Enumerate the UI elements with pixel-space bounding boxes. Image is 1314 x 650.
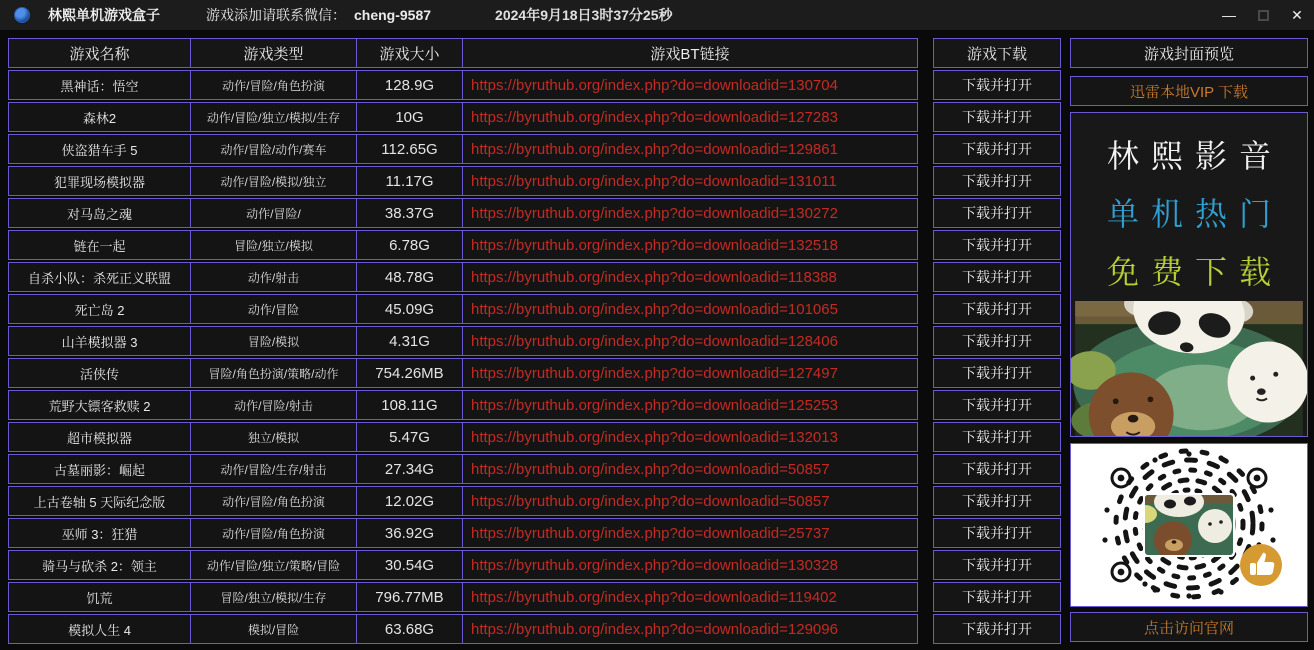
game-name: 模拟人生 4 [9, 615, 191, 643]
qr-code [1070, 443, 1308, 607]
game-size: 5.47G [357, 423, 463, 451]
game-bt-link[interactable]: https://byruthub.org/index.php?do=downloadid=132518 [471, 236, 838, 254]
game-name: 巫师 3：狂猎 [9, 519, 191, 547]
table-row [8, 326, 918, 356]
contact-info [206, 5, 431, 25]
game-size: 38.37G [357, 199, 463, 227]
game-bt-link[interactable]: https://byruthub.org/index.php?do=downloadid=128406 [471, 332, 838, 350]
table-row [8, 166, 918, 196]
download-open-button[interactable]: 下载并打开 [933, 518, 1061, 548]
game-name: 超市模拟器 [9, 423, 191, 451]
game-type: 动作/冒险/模拟/独立 [191, 167, 357, 195]
download-open-button[interactable]: 下载并打开 [933, 422, 1061, 452]
game-type: 冒险/独立/模拟 [191, 231, 357, 259]
table-row [8, 134, 918, 164]
game-type: 动作/冒险/角色扮演 [191, 71, 357, 99]
thunder-vip-download-button[interactable]: 迅雷本地VIP 下载 [1070, 76, 1308, 106]
download-open-button[interactable]: 下载并打开 [933, 134, 1061, 164]
table-row [8, 198, 918, 228]
table-row [8, 358, 918, 388]
game-name: 上古卷轴 5 天际纪念版 [9, 487, 191, 515]
table-row [8, 390, 918, 420]
qr-code-image [1071, 444, 1307, 606]
window-controls [1212, 0, 1314, 30]
game-size: 48.78G [357, 263, 463, 291]
cover-text-line: 单机热门 [1106, 196, 1283, 232]
game-cover-preview [1070, 112, 1308, 437]
game-size: 112.65G [357, 135, 463, 163]
game-type: 动作/冒险/角色扮演 [191, 487, 357, 515]
bears-cover-image [1071, 301, 1307, 436]
download-open-button[interactable]: 下载并打开 [933, 390, 1061, 420]
game-type: 动作/冒险/独立/模拟/生存 [191, 103, 357, 131]
download-open-button[interactable]: 下载并打开 [933, 614, 1061, 644]
close-button[interactable] [1280, 0, 1314, 30]
game-size: 12.02G [357, 487, 463, 515]
game-size: 108.11G [357, 391, 463, 419]
game-size: 796.77MB [357, 583, 463, 611]
game-type: 动作/射击 [191, 263, 357, 291]
official-site-button[interactable]: 点击访问官网 [1070, 612, 1308, 642]
game-name: 森林2 [9, 103, 191, 131]
game-bt-link[interactable]: https://byruthub.org/index.php?do=downloadid=132013 [471, 428, 838, 446]
column-header-game-type: 游戏类型 [191, 39, 357, 67]
download-open-button[interactable]: 下载并打开 [933, 70, 1061, 100]
game-size: 6.78G [357, 231, 463, 259]
game-bt-link[interactable]: https://byruthub.org/index.php?do=downloadid=125253 [471, 396, 838, 414]
cover-text-line: 免费下载 [1106, 254, 1283, 290]
game-name: 骑马与砍杀 2：领主 [9, 551, 191, 579]
game-type: 动作/冒险/角色扮演 [191, 519, 357, 547]
game-type: 动作/冒险 [191, 295, 357, 323]
game-name: 饥荒 [9, 583, 191, 611]
game-bt-link[interactable]: https://byruthub.org/index.php?do=downloadid=131011 [471, 172, 837, 190]
download-open-button[interactable]: 下载并打开 [933, 454, 1061, 484]
game-name: 死亡岛 2 [9, 295, 191, 323]
game-type: 动作/冒险/射击 [191, 391, 357, 419]
game-type: 独立/模拟 [191, 423, 357, 451]
table-row [8, 486, 918, 516]
game-name: 链在一起 [9, 231, 191, 259]
game-type: 冒险/模拟 [191, 327, 357, 355]
game-size: 30.54G [357, 551, 463, 579]
column-header-game-name: 游戏名称 [9, 39, 191, 67]
game-size: 4.31G [357, 327, 463, 355]
table-row [8, 294, 918, 324]
game-size: 27.34G [357, 455, 463, 483]
column-header-bt-link: 游戏BT链接 [650, 45, 730, 63]
download-open-button[interactable]: 下载并打开 [933, 230, 1061, 260]
game-size: 11.17G [357, 167, 463, 195]
maximize-icon [1258, 10, 1269, 21]
table-row [8, 518, 918, 548]
minimize-icon: — [1222, 7, 1236, 23]
game-bt-link[interactable]: https://byruthub.org/index.php?do=downloadid=101065 [471, 300, 838, 318]
game-table [8, 38, 918, 646]
game-bt-link[interactable]: https://byruthub.org/index.php?do=downloadid=50857 [471, 492, 830, 510]
contact-wechat-id: cheng-9587 [354, 7, 432, 23]
game-name: 活侠传 [9, 359, 191, 387]
table-row [8, 230, 918, 260]
game-size: 63.68G [357, 615, 463, 643]
app-title: 林熙单机游戏盒子 [48, 7, 160, 23]
preview-panel [1070, 38, 1308, 650]
column-header-game-size: 游戏大小 [357, 39, 463, 67]
game-size: 36.92G [357, 519, 463, 547]
table-row [8, 550, 918, 580]
download-open-button[interactable]: 下载并打开 [933, 358, 1061, 388]
minimize-button[interactable] [1212, 0, 1246, 30]
game-type: 冒险/角色扮演/策略/动作 [191, 359, 357, 387]
game-name: 黑神话：悟空 [9, 71, 191, 99]
table-row [8, 70, 918, 100]
game-name: 山羊模拟器 3 [9, 327, 191, 355]
game-type: 动作/冒险/生存/射击 [191, 455, 357, 483]
table-row [8, 102, 918, 132]
game-type: 动作/冒险/独立/策略/冒险 [191, 551, 357, 579]
game-name: 犯罪现场模拟器 [9, 167, 191, 195]
table-row [8, 422, 918, 452]
contact-label: 游戏添加请联系微信： [206, 7, 346, 23]
game-name: 古墓丽影：崛起 [9, 455, 191, 483]
datetime-text: 2024年9月18日3时37分25秒 [495, 7, 673, 23]
app-icon [14, 7, 30, 23]
game-type: 动作/冒险/动作/赛车 [191, 135, 357, 163]
game-bt-link[interactable]: https://byruthub.org/index.php?do=downloadid=127283 [471, 108, 838, 126]
preview-panel-header: 游戏封面预览 [1070, 38, 1308, 68]
game-bt-link[interactable]: https://byruthub.org/index.php?do=downloadid=129861 [471, 140, 838, 158]
download-column [933, 38, 1061, 646]
download-open-button[interactable]: 下载并打开 [933, 102, 1061, 132]
table-row [8, 614, 918, 644]
download-column-header: 游戏下载 [933, 38, 1061, 68]
game-type: 冒险/独立/模拟/生存 [191, 583, 357, 611]
table-row [8, 262, 918, 292]
download-open-button[interactable]: 下载并打开 [933, 550, 1061, 580]
game-bt-link[interactable]: https://byruthub.org/index.php?do=downloadid=50857 [471, 460, 830, 478]
game-bt-link[interactable]: https://byruthub.org/index.php?do=downloadid=118388 [471, 268, 837, 286]
game-size: 128.9G [357, 71, 463, 99]
download-open-button[interactable]: 下载并打开 [933, 294, 1061, 324]
game-type: 模拟/冒险 [191, 615, 357, 643]
game-size: 10G [357, 103, 463, 131]
game-bt-link[interactable]: https://byruthub.org/index.php?do=downloadid=130328 [471, 556, 838, 574]
game-name: 对马岛之魂 [9, 199, 191, 227]
download-open-button[interactable]: 下载并打开 [933, 198, 1061, 228]
download-open-button[interactable]: 下载并打开 [933, 326, 1061, 356]
game-size: 45.09G [357, 295, 463, 323]
game-bt-link[interactable]: https://byruthub.org/index.php?do=downloadid=129096 [471, 620, 838, 638]
game-bt-link[interactable]: https://byruthub.org/index.php?do=downloadid=130704 [471, 76, 838, 94]
download-open-button[interactable]: 下载并打开 [933, 262, 1061, 292]
game-bt-link[interactable]: https://byruthub.org/index.php?do=downloadid=127497 [471, 364, 838, 382]
game-bt-link[interactable]: https://byruthub.org/index.php?do=downloadid=119402 [471, 588, 837, 606]
table-header-row [8, 38, 918, 68]
game-name: 侠盗猎车手 5 [9, 135, 191, 163]
game-bt-link[interactable]: https://byruthub.org/index.php?do=downloadid=25737 [471, 524, 830, 542]
download-open-button[interactable]: 下载并打开 [933, 166, 1061, 196]
game-bt-link[interactable]: https://byruthub.org/index.php?do=downloadid=130272 [471, 204, 838, 222]
titlebar [0, 0, 1314, 30]
download-open-button[interactable]: 下载并打开 [933, 486, 1061, 516]
download-open-button[interactable]: 下载并打开 [933, 582, 1061, 612]
game-type: 动作/冒险/ [191, 199, 357, 227]
cover-text-line: 林熙影音 [1106, 138, 1283, 174]
game-name: 自杀小队：杀死正义联盟 [9, 263, 191, 291]
close-icon: ✕ [1291, 6, 1303, 23]
game-size: 754.26MB [357, 359, 463, 387]
maximize-button[interactable] [1246, 0, 1280, 30]
table-row [8, 582, 918, 612]
game-name: 荒野大镖客救赎 2 [9, 391, 191, 419]
table-row [8, 454, 918, 484]
